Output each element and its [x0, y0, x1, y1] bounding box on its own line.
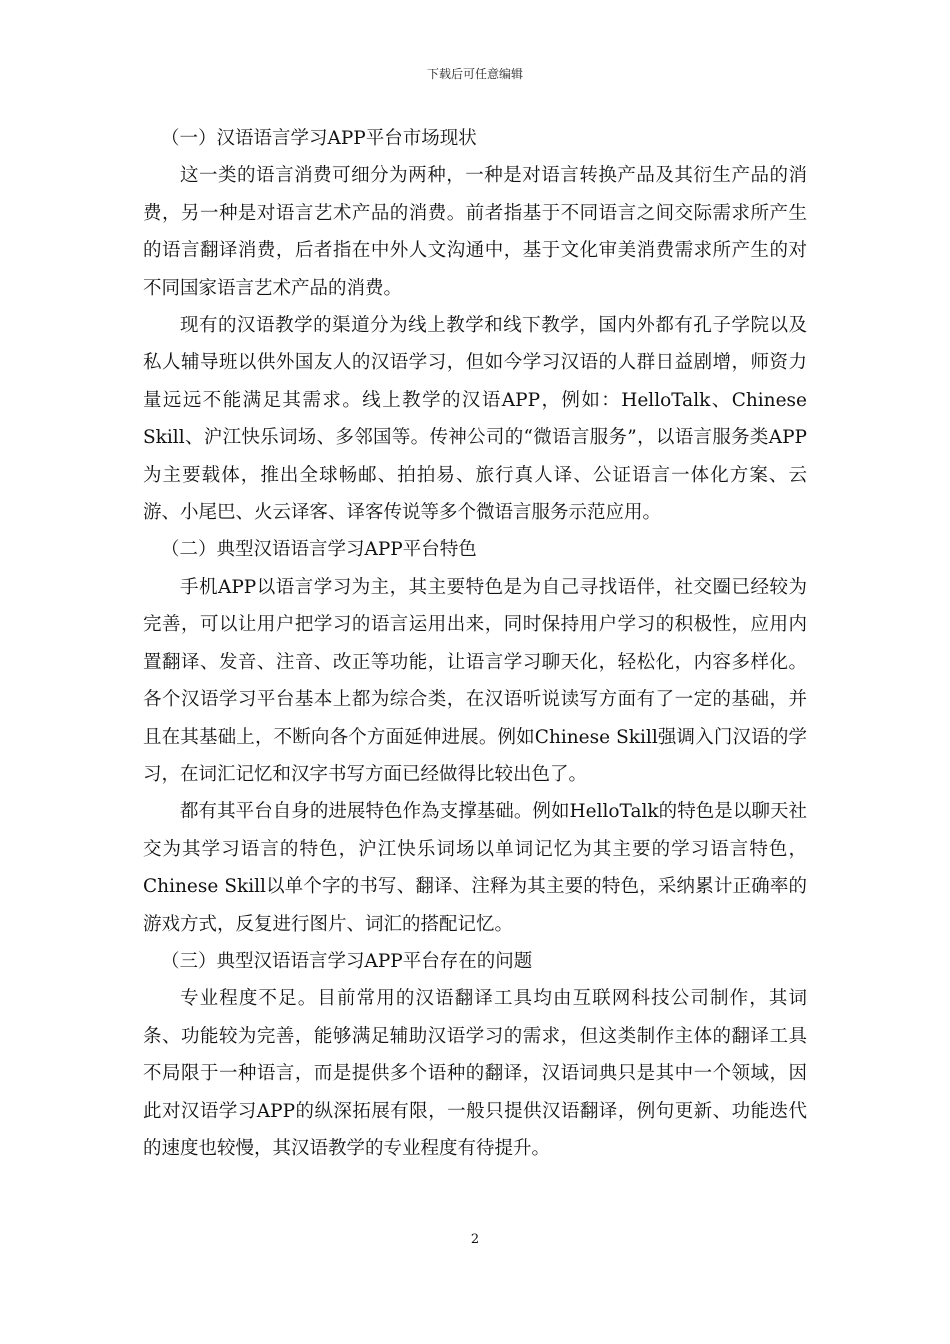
page-header: 下载后可任意编辑: [426, 67, 523, 81]
paragraph: 手机APP以语言学习为主，其主要特色是为自己寻找语伴，社交圈已经较为完善，可以让用户把学习的语言运用出来，同时保持用户学习的积极性，应用内置翻译、发音、注音、改正等功能，让语言学习聊天化，轻松化，内容多样化。各个汉语学习平台基本上都为综合类，在汉语听说读写方面有了一定的基础，并且在其基础上，不断向各个方面延伸进展。例如Chinese Skill强调入门汉语的学习，在词汇记忆和汉字书写方面已经做得比较出色了。: [143, 576, 807, 785]
section-heading: （二）典型汉语语言学习APP平台特色: [161, 539, 477, 561]
paragraph: 现有的汉语教学的渠道分为线上教学和线下教学，国内外都有孔子学院以及私人辅导班以供外国友人的汉语学习，但如今学习汉语的人群日益剧增，师资力量远远不能满足其需求。线上教学的汉语APP，例如：HelloTalk、Chinese Skill、沪江快乐词场、多邻国等。传神公司的“微语言服务”，以语言服务类APP为主要载体，推出全球畅邮、拍拍易、旅行真人译、公证语言一体化方案、云游、小尾巴、火云译客、译客传说等多个微语言服务示范应用。: [143, 315, 807, 524]
section-heading: （三）典型汉语语言学习APP平台存在的问题: [161, 950, 533, 972]
paragraph: 这一类的语言消费可细分为两种，一种是对语言转换产品及其衍生产品的消费，另一种是对语言艺术产品的消费。前者指基于不同语言之间交际需求所产生的语言翻译消费，后者指在中外人文沟通中，基于文化审美消费需求所产生的对不同国家语言艺术产品的消费。: [143, 165, 807, 299]
document-body: [143, 120, 807, 1167]
paragraph: 都有其平台自身的进展特色作為支撑基础。例如HelloTalk的特色是以聊天社交为其学习语言的特色，沪江快乐词场以单词记忆为其主要的学习语言特色，Chinese Skill以单个字的书写、翻译、注释为其主要的特色，采纳累计正确率的游戏方式，反复进行图片、词汇的搭配记忆。: [143, 801, 807, 935]
section-heading: （一）汉语语言学习APP平台市场现状: [161, 128, 477, 149]
page-number: 2: [470, 1232, 480, 1247]
paragraph: 专业程度不足。目前常用的汉语翻译工具均由互联网科技公司制作，其词条、功能较为完善，能够满足辅助汉语学习的需求，但这类制作主体的翻译工具不局限于一种语言，而是提供多个语种的翻译，汉语词典只是其中一个领域，因此对汉语学习APP的纵深拓展有限，一般只提供汉语翻译，例句更新、功能迭代的速度也较慢，其汉语教学的专业程度有待提升。: [143, 988, 807, 1159]
